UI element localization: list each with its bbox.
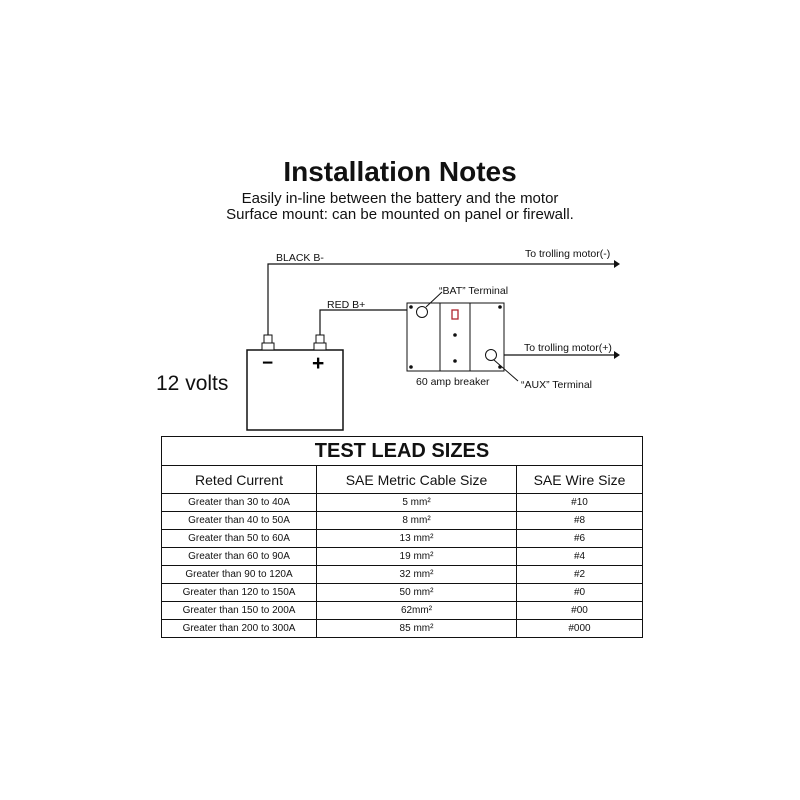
table-row: [162, 530, 643, 548]
cell-wire-size: #8: [517, 512, 643, 530]
cell-cable-size: 5 mm²: [317, 494, 517, 512]
breaker-label: 60 amp breaker: [416, 376, 490, 388]
battery-positive-symbol: +: [312, 352, 325, 375]
cell-cable-size: 32 mm²: [317, 566, 517, 584]
battery-negative-symbol: −: [262, 353, 274, 374]
cell-cable-size: 50 mm²: [317, 584, 517, 602]
header-cable-size: SAE Metric Cable Size: [317, 466, 517, 494]
cell-current: Greater than 50 to 60A: [162, 530, 317, 548]
page-title: Installation Notes: [283, 156, 517, 187]
aux-terminal-label: “AUX” Terminal: [521, 379, 592, 391]
table-row: [162, 566, 643, 584]
cell-current: Greater than 40 to 50A: [162, 512, 317, 530]
black-wire-label: BLACK B-: [276, 252, 324, 264]
cell-cable-size: 85 mm²: [317, 620, 517, 638]
table-title-row: [162, 437, 643, 466]
cell-wire-size: #2: [517, 566, 643, 584]
cell-current: Greater than 120 to 150A: [162, 584, 317, 602]
table-header-row: [162, 466, 643, 494]
table-row: [162, 602, 643, 620]
battery-positive-post: [314, 335, 326, 350]
arrow-trolling-pos: [614, 351, 620, 359]
header-wire-size: SAE Wire Size: [517, 466, 643, 494]
voltage-label: 12 volts: [156, 372, 229, 395]
cell-current: Greater than 60 to 90A: [162, 548, 317, 566]
table-row: [162, 584, 643, 602]
battery-negative-post: [262, 335, 274, 350]
trolling-motor-neg-label: To trolling motor(-): [525, 248, 611, 260]
table-row: [162, 512, 643, 530]
test-lead-sizes-table: [161, 436, 643, 638]
cell-cable-size: 8 mm²: [317, 512, 517, 530]
cell-current: Greater than 200 to 300A: [162, 620, 317, 638]
cell-cable-size: 13 mm²: [317, 530, 517, 548]
cell-current: Greater than 90 to 120A: [162, 566, 317, 584]
trolling-motor-pos-label: To trolling motor(+): [524, 342, 612, 354]
cell-wire-size: #0: [517, 584, 643, 602]
cell-wire-size: #000: [517, 620, 643, 638]
circuit-breaker: [407, 303, 504, 371]
bat-terminal-label: “BAT” Terminal: [439, 285, 509, 297]
cell-wire-size: #10: [517, 494, 643, 512]
cell-cable-size: 19 mm²: [317, 548, 517, 566]
cell-current: Greater than 30 to 40A: [162, 494, 317, 512]
table-row: [162, 620, 643, 638]
subtitle-line-1: Easily in-line between the battery and the motor: [241, 190, 559, 207]
arrow-trolling-neg: [614, 260, 620, 268]
table-row: [162, 548, 643, 566]
table-title: TEST LEAD SIZES: [162, 437, 643, 466]
cell-cable-size: 62mm²: [317, 602, 517, 620]
cell-current: Greater than 150 to 200A: [162, 602, 317, 620]
header-rated-current: Reted Current: [162, 466, 317, 494]
cell-wire-size: #6: [517, 530, 643, 548]
subtitle-line-2: Surface mount: can be mounted on panel or firewall.: [226, 206, 574, 223]
red-wire-label: RED B+: [327, 299, 366, 311]
cell-wire-size: #00: [517, 602, 643, 620]
table-row: [162, 494, 643, 512]
cell-wire-size: #4: [517, 548, 643, 566]
